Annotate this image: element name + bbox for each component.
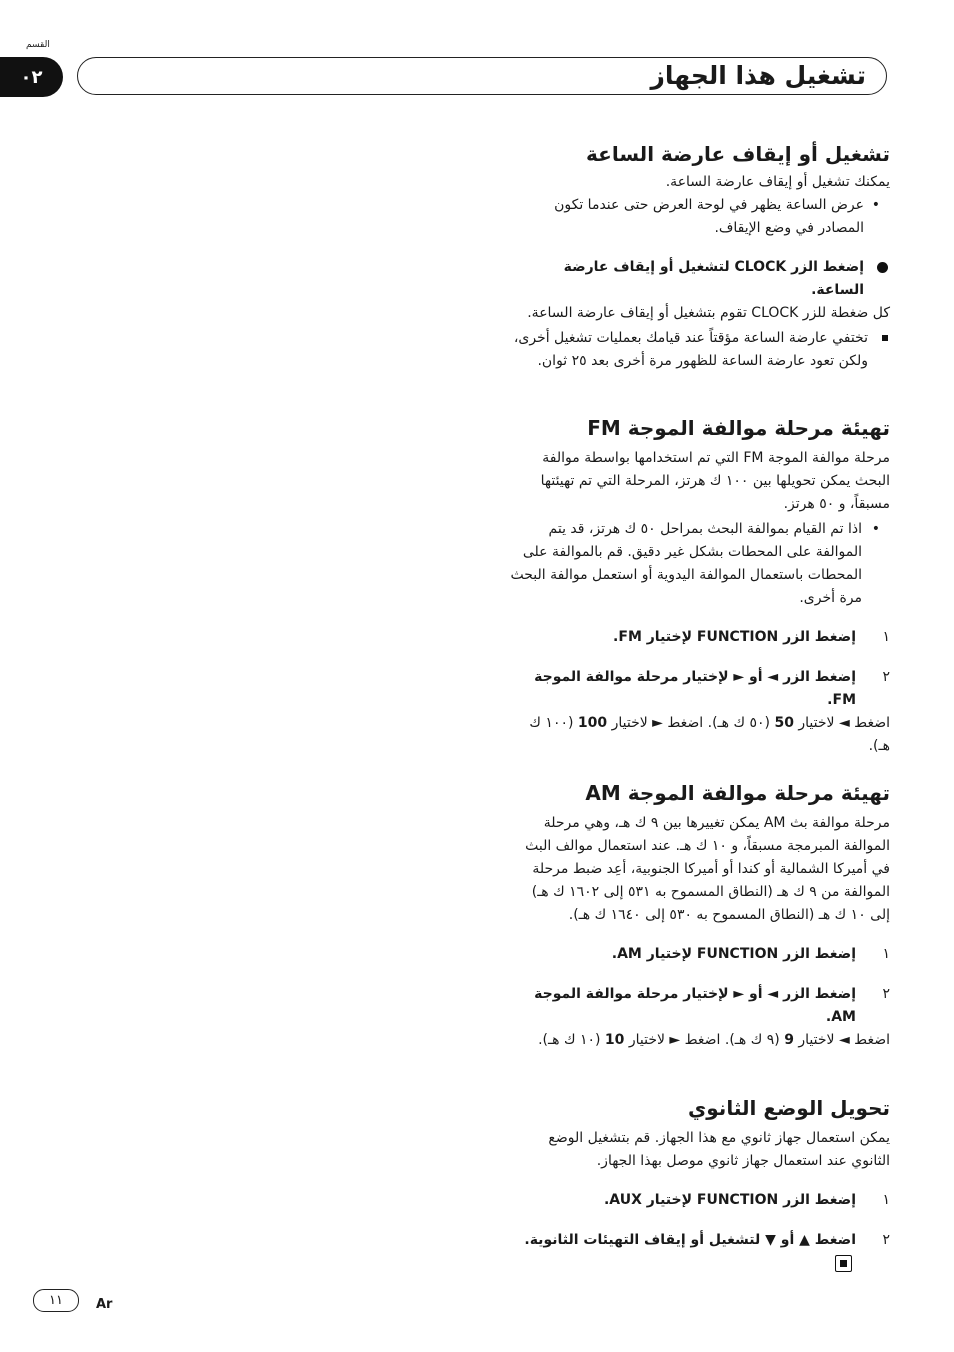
clock-heading: تشغيل أو إيقاف عارضة الساعة [586, 142, 890, 166]
step-text: إضغط الزر FUNCTION لإختيار AUX. [603, 1192, 856, 1208]
am-heading: تهيئة مرحلة موالفة الموجة AM [585, 781, 890, 805]
language-code: Ar [96, 1297, 113, 1312]
step-number: ٢ [882, 986, 890, 1002]
fm-section [508, 414, 890, 758]
step-text: اضغط ▲ أو ▼ لتشغيل أو إيقاف التهيئات الثانوية. [524, 1232, 856, 1248]
section-label: القسم [26, 40, 50, 50]
step-text: إضغط الزر ◄ أو ► لإختيار مرحلة موالفة الموجة FM. [534, 669, 856, 708]
clock-intro: يمكنك تشغيل أو إيقاف عارضة الساعة. [665, 174, 890, 190]
clock-note: تختفي عارضة الساعة مؤقتاً عند قيامك بعمليات تشغيل أخرى، ولكن تعود عارضة الساعة للظهور مرة أخرى بعد ٢٥ ثوان. [508, 327, 890, 373]
step-text: إضغط الزر FUNCTION لإختيار AM. [611, 946, 856, 962]
fm-bullet: • اذا تم القيام بموالفة البحث بمراحل ٥٠ ك هرتز، قد يتم الموالفة على المحطات بشكل غير دقيق. قم بالموالفة على المحطات باستعمال الموالفة اليدوية أو استعمل موالفة البحث مرة أخرى. [508, 518, 890, 610]
am-section [508, 779, 890, 1052]
step-number: ١ [882, 1192, 890, 1208]
clock-bullet: • عرض الساعة يظهر في لوحة العرض حتى عندما تكون المصادر في وضع الإيقاف. [530, 194, 890, 240]
title-bar [77, 57, 887, 95]
am-step-2 [508, 983, 890, 1029]
am-intro: مرحلة موالفة بث AM يمكن تغييرها بين ٩ ك هـ، وهي مرحلة الموالفة المبرمجة مسبقاً، و ١٠ ك هـ. عند استعمال موالف البث في أميركا الشمالية أو كندا أو أميركا الجنوبية، أعِد ضبط مرحلة الموالفة من ٩ ك هـ (النطاق المسموح به ٥٣١ إلى ١٦٠٢ ك هـ) إلى ١٠ ك هـ (النطاق المسموح به ٥٣٠ إلى ١٦٤٠ ك هـ). [525, 815, 890, 923]
fm-step-1 [508, 626, 890, 649]
aux-intro: يمكن استعمال جهاز ثانوي مع هذا الجهاز. قم بتشغيل الوضع الثانوي عند استعمال جهاز ثانوي موصل بهذا الجهاز. [548, 1130, 890, 1169]
fm-step-2 [508, 666, 890, 712]
fm-intro: مرحلة موالفة الموجة FM التي تم استخدامها بواسطة موالفة البحث يمكن تحويلها بين ١٠٠ ك هرتز، المرحلة التي تم تهيئتها مسبقاً، و ٥٠ هرتز. [540, 450, 890, 512]
step-number: ١ [882, 946, 890, 962]
step-number: ٢ [882, 1232, 890, 1248]
clock-section [508, 140, 890, 373]
am-step-1 [508, 943, 890, 966]
step-number: ١ [882, 629, 890, 645]
page-number: ١١ [33, 1289, 79, 1312]
clock-detail: كل ضغطة للزر CLOCK تقوم بتشغيل أو إيقاف عارضة الساعة. [527, 305, 890, 321]
step-text: إضغط الزر ◄ أو ► لإختيار مرحلة موالفة الموجة AM. [534, 986, 856, 1025]
section-number-tab: ٠٢ [0, 57, 63, 97]
aux-step-2 [508, 1229, 890, 1275]
stop-icon [835, 1255, 852, 1272]
aux-step-1 [508, 1189, 890, 1212]
fm-heading: تهيئة مرحلة موالفة الموجة FM [587, 416, 890, 440]
clock-instruction: إضغط الزر CLOCK لتشغيل أو إيقاف عارضة الساعة. [508, 256, 890, 302]
page-title: تشغيل هذا الجهاز [650, 61, 866, 90]
step-number: ٢ [882, 669, 890, 685]
step-text: إضغط الزر FUNCTION لإختيار FM. [613, 629, 856, 645]
fm-step-2-detail: اضغط ◄ لاختيار 50 (٥٠ ك هـ). اضغط ► لاختيار 100 (١٠٠ ك هـ). [529, 715, 890, 754]
am-step-2-detail: اضغط ◄ لاختيار 9 (٩ ك هـ). اضغط ► لاختيار 10 (١٠ ك هـ). [538, 1032, 890, 1048]
aux-heading: تحويل الوضع الثانوي [687, 1096, 890, 1120]
aux-section [508, 1094, 890, 1275]
